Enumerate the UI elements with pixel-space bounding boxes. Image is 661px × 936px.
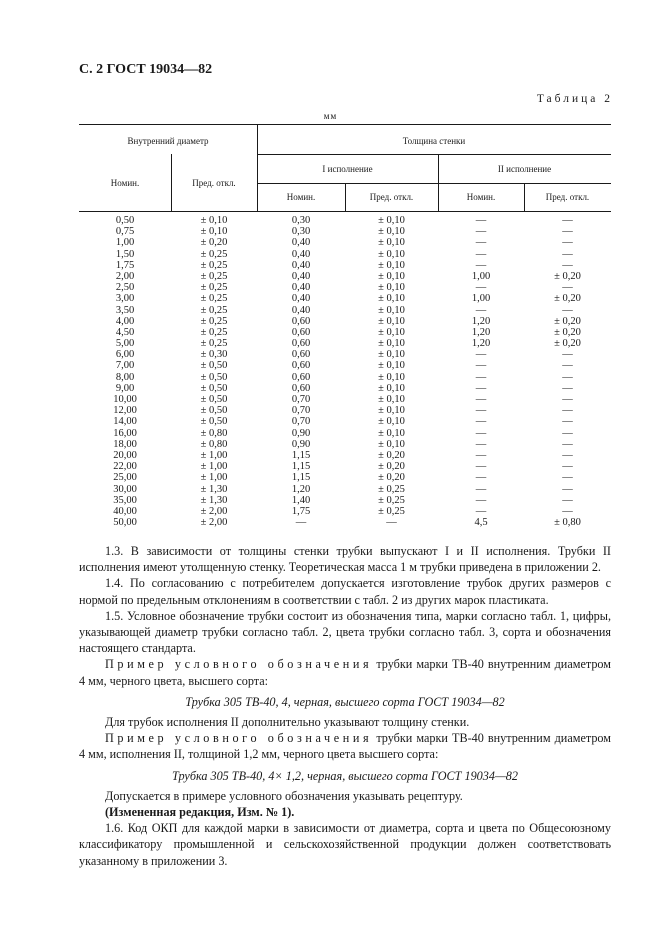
cell-v2-tol: ± 0,80 [554, 517, 581, 529]
table-row [79, 316, 611, 327]
cell-v1-nom: 0,40 [291, 293, 311, 305]
cell-inner-nom: 1,75 [115, 259, 135, 271]
table-row [79, 360, 611, 371]
cell-inner-tol: ± 0,25 [200, 259, 228, 271]
cell-inner-nom: 4,00 [115, 315, 135, 327]
cell-inner-tol: ± 0,80 [200, 427, 228, 439]
cell-v1-tol: ± 0,10 [378, 215, 405, 226]
cell-v1-tol: ± 0,10 [378, 237, 405, 249]
cell-inner-tol: ± 0,25 [200, 270, 228, 282]
cell-inner-tol: ± 0,10 [200, 226, 228, 238]
cell-inner-tol: ± 0,25 [200, 282, 228, 294]
cell-v1-tol: ± 0,25 [378, 505, 405, 517]
cell-v1-nom: 0,70 [291, 416, 311, 428]
cell-v1-tol: ± 0,10 [378, 349, 405, 361]
cell-inner-nom: 30,00 [113, 483, 137, 495]
table-row [79, 372, 611, 383]
cell-v2-tol: — [562, 494, 573, 506]
cell-inner-tol: ± 0,50 [200, 394, 228, 405]
cell-v1-nom: 0,60 [291, 326, 311, 338]
cell-v2-tol: ± 0,20 [554, 293, 581, 305]
cell-v2-tol: ± 0,20 [554, 315, 581, 327]
cell-v2-nom: — [475, 237, 487, 249]
cell-inner-nom: 40,00 [113, 505, 137, 517]
example-2-paragraph [79, 730, 611, 762]
table-row [79, 416, 611, 427]
cell-inner-nom: 8,00 [115, 371, 135, 383]
cell-v2-tol: — [562, 505, 573, 517]
cell-v1-tol: ± 0,10 [378, 360, 405, 372]
cell-v2-tol: — [562, 248, 573, 260]
cell-v2-nom: — [475, 382, 487, 394]
cell-v2-tol: — [562, 394, 573, 405]
cell-inner-tol: ± 1,00 [200, 461, 228, 473]
paragraph-1-5: 1.5. Условное обозначение трубки состоит из обозначения типа, марки согласно табл. 1, цифры, указывающей диаметр трубки согласно табл. 2, цвета трубки согласно табл. 3, сорта и обозначения настоящего стандарта. [79, 608, 611, 656]
cell-v2-tol: — [562, 461, 573, 473]
table-row [79, 394, 611, 405]
cell-inner-tol: ± 2,00 [200, 505, 228, 517]
table-row [79, 517, 611, 528]
cell-v1-nom: 0,40 [291, 282, 311, 294]
table-row [79, 249, 611, 260]
cell-inner-nom: 2,50 [115, 282, 135, 294]
cell-inner-tol: ± 0,25 [200, 315, 228, 327]
table-row [79, 226, 611, 237]
cell-inner-tol: ± 0,30 [200, 349, 228, 361]
paragraph-1-6: 1.6. Код ОКП для каждой марки в зависимости от диаметра, сорта и цвета по Общесоюзному классификатору промышленной и сельскохозяйственной продукции должен соответствовать указанному в приложении 3. [79, 821, 611, 868]
cell-inner-tol: ± 0,25 [200, 248, 228, 260]
cell-v2-nom: 1,00 [471, 293, 491, 305]
cell-inner-nom: 9,00 [115, 382, 135, 394]
cell-v2-nom: — [475, 349, 487, 361]
cell-v1-tol: ± 0,10 [378, 427, 405, 439]
cell-inner-tol: ± 1,30 [200, 483, 228, 495]
cell-inner-nom: 1,00 [115, 237, 135, 249]
cell-v2-nom: — [475, 449, 487, 461]
cell-inner-nom: 2,00 [115, 270, 135, 282]
cell-v1-nom: 1,40 [291, 494, 311, 506]
header-version-2: II исполнение [497, 164, 552, 174]
cell-v1-tol: ± 0,10 [378, 405, 405, 417]
cell-v2-tol: — [562, 226, 573, 238]
table-row [79, 338, 611, 349]
table-row [79, 327, 611, 338]
header-v1-nom: Номин. [286, 192, 316, 202]
cell-v1-nom: 1,75 [291, 505, 311, 517]
cell-v1-nom: 1,15 [291, 461, 311, 473]
cell-v1-tol: ± 0,25 [378, 483, 405, 495]
cell-inner-nom: 50,00 [113, 517, 137, 529]
cell-v1-tol: ± 0,10 [378, 248, 405, 260]
cell-inner-nom: 12,00 [113, 405, 137, 417]
cell-inner-nom: 16,00 [113, 427, 137, 439]
cell-inner-nom: 5,00 [115, 338, 135, 350]
cell-v1-nom: 0,90 [291, 427, 311, 439]
table-row [79, 282, 611, 293]
cell-v2-nom: — [475, 416, 487, 428]
cell-inner-tol: ± 0,50 [200, 360, 228, 372]
cell-v1-nom: 0,30 [291, 215, 311, 226]
table-row [79, 237, 611, 248]
cell-v1-tol: ± 0,10 [378, 438, 405, 450]
table-row [79, 405, 611, 416]
cell-v2-nom: — [475, 304, 487, 316]
example-1-paragraph [79, 656, 611, 688]
cell-v2-tol: — [562, 449, 573, 461]
cell-inner-nom: 3,00 [115, 293, 135, 305]
paragraph-1-4: 1.4. По согласованию с потребителем допускается изготовление трубок других размеров с нормой по предельным отклонениям в соответствии с табл. 2 из других марок пластиката. [79, 576, 611, 607]
cell-v2-tol: — [562, 438, 573, 450]
cell-v1-nom: 0,40 [291, 237, 311, 249]
cell-v2-tol: — [562, 304, 573, 316]
cell-v2-nom: — [475, 494, 487, 506]
example-label: Пример условного обозначения [105, 731, 373, 746]
cell-inner-nom: 0,50 [115, 215, 135, 226]
cell-v2-tol: — [562, 259, 573, 271]
cell-v1-tol: ± 0,10 [378, 416, 405, 428]
page-header: С. 2 ГОСТ 19034—82 [79, 62, 213, 77]
cell-inner-tol: ± 0,50 [200, 416, 228, 428]
cell-v2-tol: — [562, 416, 573, 428]
cell-v1-nom: 0,70 [291, 405, 311, 417]
cell-inner-tol: ± 2,00 [200, 517, 228, 529]
cell-v2-nom: — [475, 483, 487, 495]
cell-v2-nom: 1,00 [471, 270, 491, 282]
header-version-1: I исполнение [322, 164, 373, 174]
cell-v1-tol: ± 0,10 [378, 270, 405, 282]
cell-v2-nom: — [475, 360, 487, 372]
cell-v1-tol: ± 0,10 [378, 394, 405, 405]
cell-v2-nom: — [475, 248, 487, 260]
table-row [79, 450, 611, 461]
example-2-designation: Трубка 305 ТВ-40, 4× 1,2, черная, высшего сорта ГОСТ 19034—82 [172, 768, 518, 783]
cell-v1-nom: 0,60 [291, 360, 311, 372]
cell-v1-tol: ± 0,10 [378, 338, 405, 350]
cell-v1-tol: ± 0,10 [378, 304, 405, 316]
cell-v2-tol: — [562, 382, 573, 394]
table-row [79, 506, 611, 517]
cell-v1-tol: ± 0,10 [378, 326, 405, 338]
paragraph-recipe: Допускается в примере условного обозначения указывать рецептуру. [105, 788, 463, 803]
header-v2-tol: Пред. откл. [545, 192, 590, 202]
cell-v1-nom: 0,40 [291, 259, 311, 271]
cell-inner-tol: ± 0,50 [200, 382, 228, 394]
cell-v2-nom: — [475, 461, 487, 473]
cell-v1-tol: — [386, 517, 397, 529]
example-1-text: трубки марки ТВ-40 внутренним диаметром 4 мм, черного цвета, высшего сорта: [79, 657, 612, 688]
cell-v1-tol: ± 0,10 [378, 293, 405, 305]
cell-v2-tol: — [562, 349, 573, 361]
cell-inner-tol: ± 0,25 [200, 304, 228, 316]
header-wall-thickness: Толщина стенки [402, 136, 466, 146]
cell-inner-nom: 22,00 [113, 461, 137, 473]
cell-v2-nom: — [475, 371, 487, 383]
table-row [79, 349, 611, 360]
cell-v2-nom: — [475, 472, 487, 484]
cell-v2-nom: — [475, 259, 487, 271]
cell-inner-nom: 10,00 [113, 394, 137, 405]
cell-v2-tol: ± 0,20 [554, 270, 581, 282]
cell-v2-tol: — [562, 360, 573, 372]
cell-inner-nom: 1,50 [115, 248, 135, 260]
cell-v2-nom: — [475, 282, 487, 294]
table-row [79, 293, 611, 304]
table-row [79, 305, 611, 316]
cell-v1-nom: 1,15 [291, 449, 311, 461]
cell-inner-nom: 18,00 [113, 438, 137, 450]
paragraph-1-3: 1.3. В зависимости от толщины стенки трубки выпускают I и II исполнения. Трубки II исполнения имеют утолщенную стенку. Теоретическая масса 1 м трубки приведена в приложении 2. [79, 544, 611, 575]
table-row [79, 428, 611, 439]
cell-inner-tol: ± 0,20 [200, 237, 228, 249]
cell-v2-tol: — [562, 282, 573, 294]
table-row [79, 495, 611, 506]
cell-v2-tol: ± 0,20 [554, 338, 581, 350]
table-row [79, 215, 611, 226]
cell-inner-nom: 35,00 [113, 494, 137, 506]
cell-v2-tol: — [562, 472, 573, 484]
cell-v1-nom: — [295, 517, 307, 529]
cell-v1-tol: ± 0,20 [378, 461, 405, 473]
cell-v2-nom: — [475, 394, 487, 405]
cell-v1-nom: 0,40 [291, 248, 311, 260]
cell-v2-nom: 1,20 [471, 315, 491, 327]
cell-v1-nom: 1,15 [291, 472, 311, 484]
cell-v1-tol: ± 0,10 [378, 282, 405, 294]
cell-inner-nom: 6,00 [115, 349, 135, 361]
table-row [79, 260, 611, 271]
table-body [79, 215, 611, 528]
cell-v1-nom: 0,40 [291, 270, 311, 282]
table-unit: мм [323, 111, 338, 121]
cell-inner-tol: ± 0,25 [200, 326, 228, 338]
cell-v1-tol: ± 0,25 [378, 494, 405, 506]
cell-inner-tol: ± 1,30 [200, 494, 228, 506]
cell-inner-nom: 0,75 [115, 226, 135, 238]
table-row [79, 472, 611, 483]
amendment-note: (Измененная редакция, Изм. № 1). [105, 805, 295, 820]
cell-v1-tol: ± 0,10 [378, 371, 405, 383]
cell-inner-nom: 20,00 [113, 449, 137, 461]
cell-v1-nom: 0,60 [291, 382, 311, 394]
cell-v2-tol: — [562, 405, 573, 417]
cell-v1-nom: 0,40 [291, 304, 311, 316]
cell-v1-nom: 0,60 [291, 315, 311, 327]
cell-v2-nom: — [475, 226, 487, 238]
table-row [79, 383, 611, 394]
paragraph-version-2: Для трубок исполнения II дополнительно указывают толщину стенки. [105, 715, 470, 730]
cell-v2-nom: 1,20 [471, 326, 491, 338]
cell-v2-tol: — [562, 483, 573, 495]
cell-inner-tol: ± 1,00 [200, 449, 228, 461]
cell-inner-tol: ± 0,25 [200, 293, 228, 305]
header-nom: Номин. [110, 178, 140, 188]
cell-v1-nom: 0,60 [291, 338, 311, 350]
table-row [79, 484, 611, 495]
cell-v1-tol: ± 0,10 [378, 382, 405, 394]
header-inner-diameter: Внутренний диаметр [127, 136, 209, 146]
cell-v2-tol: — [562, 371, 573, 383]
cell-inner-tol: ± 0,25 [200, 338, 228, 350]
body-text [79, 543, 611, 869]
cell-v2-tol: ± 0,20 [554, 326, 581, 338]
header-tol: Пред. откл. [192, 178, 236, 188]
cell-v2-tol: — [562, 237, 573, 249]
cell-inner-tol: ± 0,10 [200, 215, 228, 226]
cell-v1-tol: ± 0,10 [378, 259, 405, 271]
table-row [79, 439, 611, 450]
cell-v1-tol: ± 0,20 [378, 449, 405, 461]
header-v2-nom: Номин. [466, 192, 496, 202]
cell-v1-nom: 1,20 [291, 483, 311, 495]
cell-v1-nom: 0,60 [291, 349, 311, 361]
cell-inner-nom: 4,50 [115, 326, 135, 338]
cell-v1-nom: 0,90 [291, 438, 311, 450]
cell-v1-nom: 0,70 [291, 394, 311, 405]
cell-v2-nom: — [475, 405, 487, 417]
cell-v2-tol: — [562, 215, 573, 226]
cell-v2-nom: — [475, 505, 487, 517]
example-1-designation: Трубка 305 ТВ-40, 4, черная, высшего сорта ГОСТ 19034—82 [185, 694, 505, 709]
cell-inner-nom: 3,50 [115, 304, 135, 316]
cell-v1-tol: ± 0,10 [378, 226, 405, 238]
cell-v1-tol: ± 0,10 [378, 315, 405, 327]
cell-v2-nom: 1,20 [471, 338, 491, 350]
table-row [79, 461, 611, 472]
cell-v1-nom: 0,30 [291, 226, 311, 238]
cell-inner-nom: 25,00 [113, 472, 137, 484]
cell-inner-tol: ± 1,00 [200, 472, 228, 484]
table-caption: Таблица 2 [536, 93, 613, 105]
cell-v2-nom: — [475, 215, 487, 226]
cell-inner-tol: ± 0,50 [200, 405, 228, 417]
header-v1-tol: Пред. откл. [369, 192, 414, 202]
example-label: Пример условного обозначения [105, 657, 373, 672]
cell-inner-tol: ± 0,50 [200, 371, 228, 383]
example-2-text: трубки марки ТВ-40 внутренним диаметром 4 мм, исполнения II, толщиной 1,2 мм, черного цвета высшего сорта: [79, 731, 612, 762]
cell-v2-nom: — [475, 427, 487, 439]
cell-inner-tol: ± 0,80 [200, 438, 228, 450]
cell-v2-nom: 4,5 [474, 517, 488, 529]
cell-inner-nom: 14,00 [113, 416, 137, 428]
cell-v1-nom: 0,60 [291, 371, 311, 383]
cell-v2-tol: — [562, 427, 573, 439]
table-row [79, 271, 611, 282]
cell-v2-nom: — [475, 438, 487, 450]
cell-inner-nom: 7,00 [115, 360, 135, 372]
cell-v1-tol: ± 0,20 [378, 472, 405, 484]
